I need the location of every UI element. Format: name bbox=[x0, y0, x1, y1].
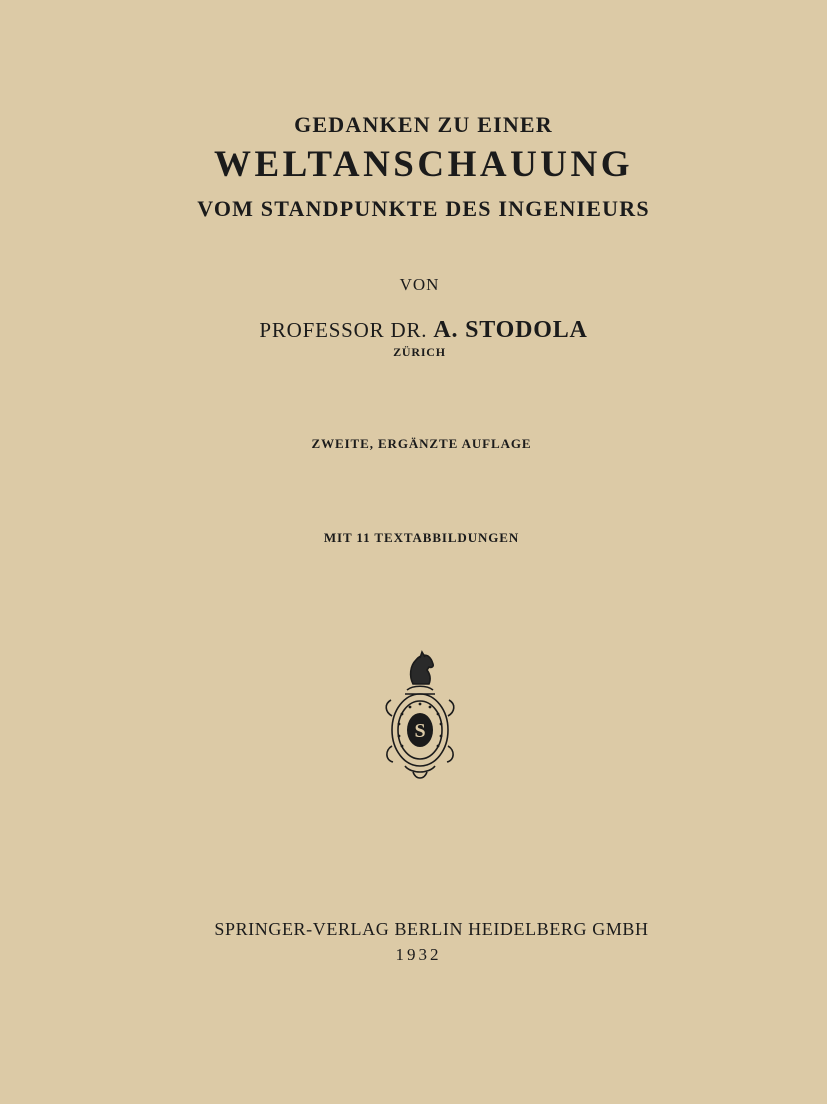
springer-knight-logo-icon bbox=[383, 650, 457, 782]
publisher-line: SPRINGER-VERLAG BERLIN HEIDELBERG GMBH bbox=[214, 919, 649, 939]
illustrations-note: MIT 11 TEXTABBILDUNGEN bbox=[323, 530, 520, 545]
book-subtitle: VOM STANDPUNKTE DES INGENIEURS bbox=[197, 196, 650, 221]
author-place: ZÜRICH bbox=[393, 345, 446, 359]
by-line: VON bbox=[399, 275, 440, 294]
author-name: A. STODOLA bbox=[433, 317, 588, 343]
edition-note: ZWEITE, ERGÄNZTE AUFLAGE bbox=[311, 436, 532, 451]
author-prefix: PROFESSOR DR. bbox=[259, 318, 428, 342]
book-title: WELTANSCHAUUNG bbox=[213, 144, 634, 185]
pre-title: GEDANKEN ZU EINER bbox=[294, 112, 553, 137]
publication-year: 1932 bbox=[395, 945, 442, 964]
author-line bbox=[10, 317, 827, 344]
logo-monogram: S bbox=[414, 720, 426, 742]
